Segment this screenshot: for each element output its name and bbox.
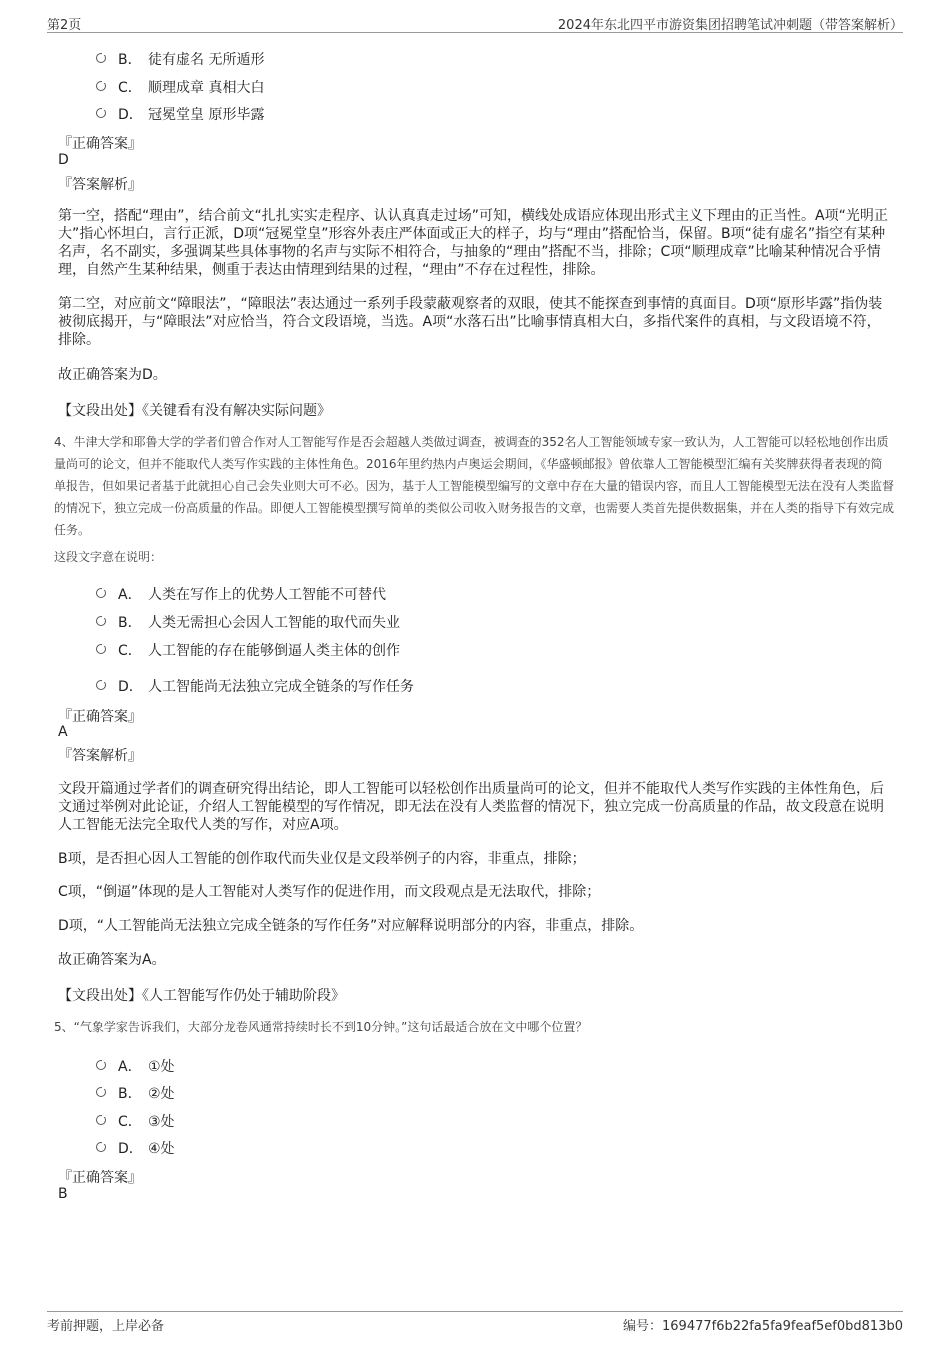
footer-slogan: 考前押题，上岸必备 [47, 1319, 165, 1334]
q5-stem: 5、“气象学家告诉我们，大部分龙卷风通常持续时长不到10分钟。”这句话最适合放在文中哪个位置？ [54, 1020, 588, 1034]
q3-analysis-paragraph: 第二空，对应前文“障眼法”，“障眼法”表达通过一系列手段蒙蔽观察者的双眼，使其不能探查到事情的真面目。D项“原形毕露”指伪装被彻底揭开，与“障眼法”对应恰当，符合文段语境，当选。A项“水落石出”比喻事情真相大白，多指代案件的真相，与文段语境不符，排除。 [58, 296, 883, 348]
q4-answer: A [58, 724, 68, 740]
radio-icon[interactable] [96, 1087, 106, 1097]
radio-icon[interactable] [96, 680, 106, 690]
document-title: 2024年东北四平市游资集团招聘笔试冲刺题（带答案解析） [557, 18, 903, 33]
q3-answer-label: 『正确答案』 [58, 136, 142, 152]
page-footer [47, 1311, 903, 1336]
document-code: 编号：169477f6b22fa5fa9feaf5ef0bd813b0 [623, 1319, 903, 1334]
q4-conclusion: 故正确答案为A。 [58, 952, 166, 968]
q3-conclusion: 故正确答案为D。 [58, 367, 167, 383]
page-header [47, 12, 903, 33]
q4-analysis-paragraph: D项，“人工智能尚无法独立完成全链条的写作任务”对应解释说明部分的内容，非重点，排除。 [58, 918, 644, 934]
radio-icon[interactable] [96, 1060, 106, 1070]
page-number: 第2页 [47, 18, 82, 33]
q3-analysis-paragraph: 第一空，搭配“理由”，结合前文“扎扎实实走程序、认认真真走过场”可知，横线处成语应体现出形式主义下理由的正当性。A项“光明正大”指心怀坦白，言行正派，D项“冠冕堂皇”形容外表庄严体面或正大的样子，均与“理由”搭配恰当，保留。B项“徒有虚名”指空有某种名声，名不副实，多强调某些具体事物的名声与实际不相符合，与抽象的“理由”搭配不当，排除；C项“顺理成章”比喻某种情况合乎情理，自然产生某种结果，侧重于表达由情理到结果的过程，“理由”不存在过程性，排除。 [58, 208, 888, 278]
q4-analysis-paragraph: C项，“倒逼”体现的是人工智能对人类写作的促进作用，而文段观点是无法取代，排除； [58, 884, 601, 900]
q3-answer: D [58, 152, 69, 168]
q4-source: 【文段出处】《人工智能写作仍处于辅助阶段》 [58, 988, 345, 1004]
radio-icon[interactable] [96, 1115, 106, 1125]
q5-answer: B [58, 1186, 68, 1202]
q4-analysis-paragraph: 文段开篇通过学者们的调查研究得出结论，即人工智能可以轻松创作出质量尚可的论文，但并不能取代人类写作实践的主体性角色，后文通过举例对此论证，介绍人工智能模型的写作情况，即无法在没有人类监督的情况下，独立完成一份高质量的作品，故文段意在说明人工智能无法完全取代人类的写作，对应A项。 [58, 781, 884, 833]
radio-icon[interactable] [96, 81, 106, 91]
radio-icon[interactable] [96, 644, 106, 654]
q4-analysis-label: 『答案解析』 [58, 748, 142, 764]
radio-icon[interactable] [96, 616, 106, 626]
q4-analysis-paragraph: B项，是否担心因人工智能的创作取代而失业仅是文段举例子的内容，非重点，排除； [58, 851, 586, 867]
radio-icon[interactable] [96, 108, 106, 118]
radio-icon[interactable] [96, 1142, 106, 1152]
radio-icon[interactable] [96, 588, 106, 598]
q5-answer-label: 『正确答案』 [58, 1170, 142, 1186]
q4-answer-label: 『正确答案』 [58, 709, 142, 725]
q3-analysis-label: 『答案解析』 [58, 177, 142, 193]
q4-stem: 4、牛津大学和耶鲁大学的学者们曾合作对人工智能写作是否会超越人类做过调查，被调查的352名人工智能领域专家一致认为，人工智能可以轻松地创作出质量尚可的论文，但并不能取代人类写作实践的主体性角色。2016年里约热内卢奥运会期间，《华盛顿邮报》曾依靠人工智能模型汇编有关奖牌获得者表现的简单报告，但如果记者基于此就担心自己会失业则大可不必。因为，基于人工智能模型编写的文章中存在大量的错误内容，而且人工智能模型无法在没有人类监督的情况下，独立完成一份高质量的作品。即便人工智能模型撰写简单的类似公司收入财务报告的文章，也需要人类首先提供数据集，并在人类的指导下有效完成任务。 [54, 435, 895, 537]
radio-icon[interactable] [96, 53, 106, 63]
q4-prompt: 这段文字意在说明： [54, 550, 163, 564]
q3-source: 【文段出处】《关键看有没有解决实际问题》 [58, 403, 331, 419]
